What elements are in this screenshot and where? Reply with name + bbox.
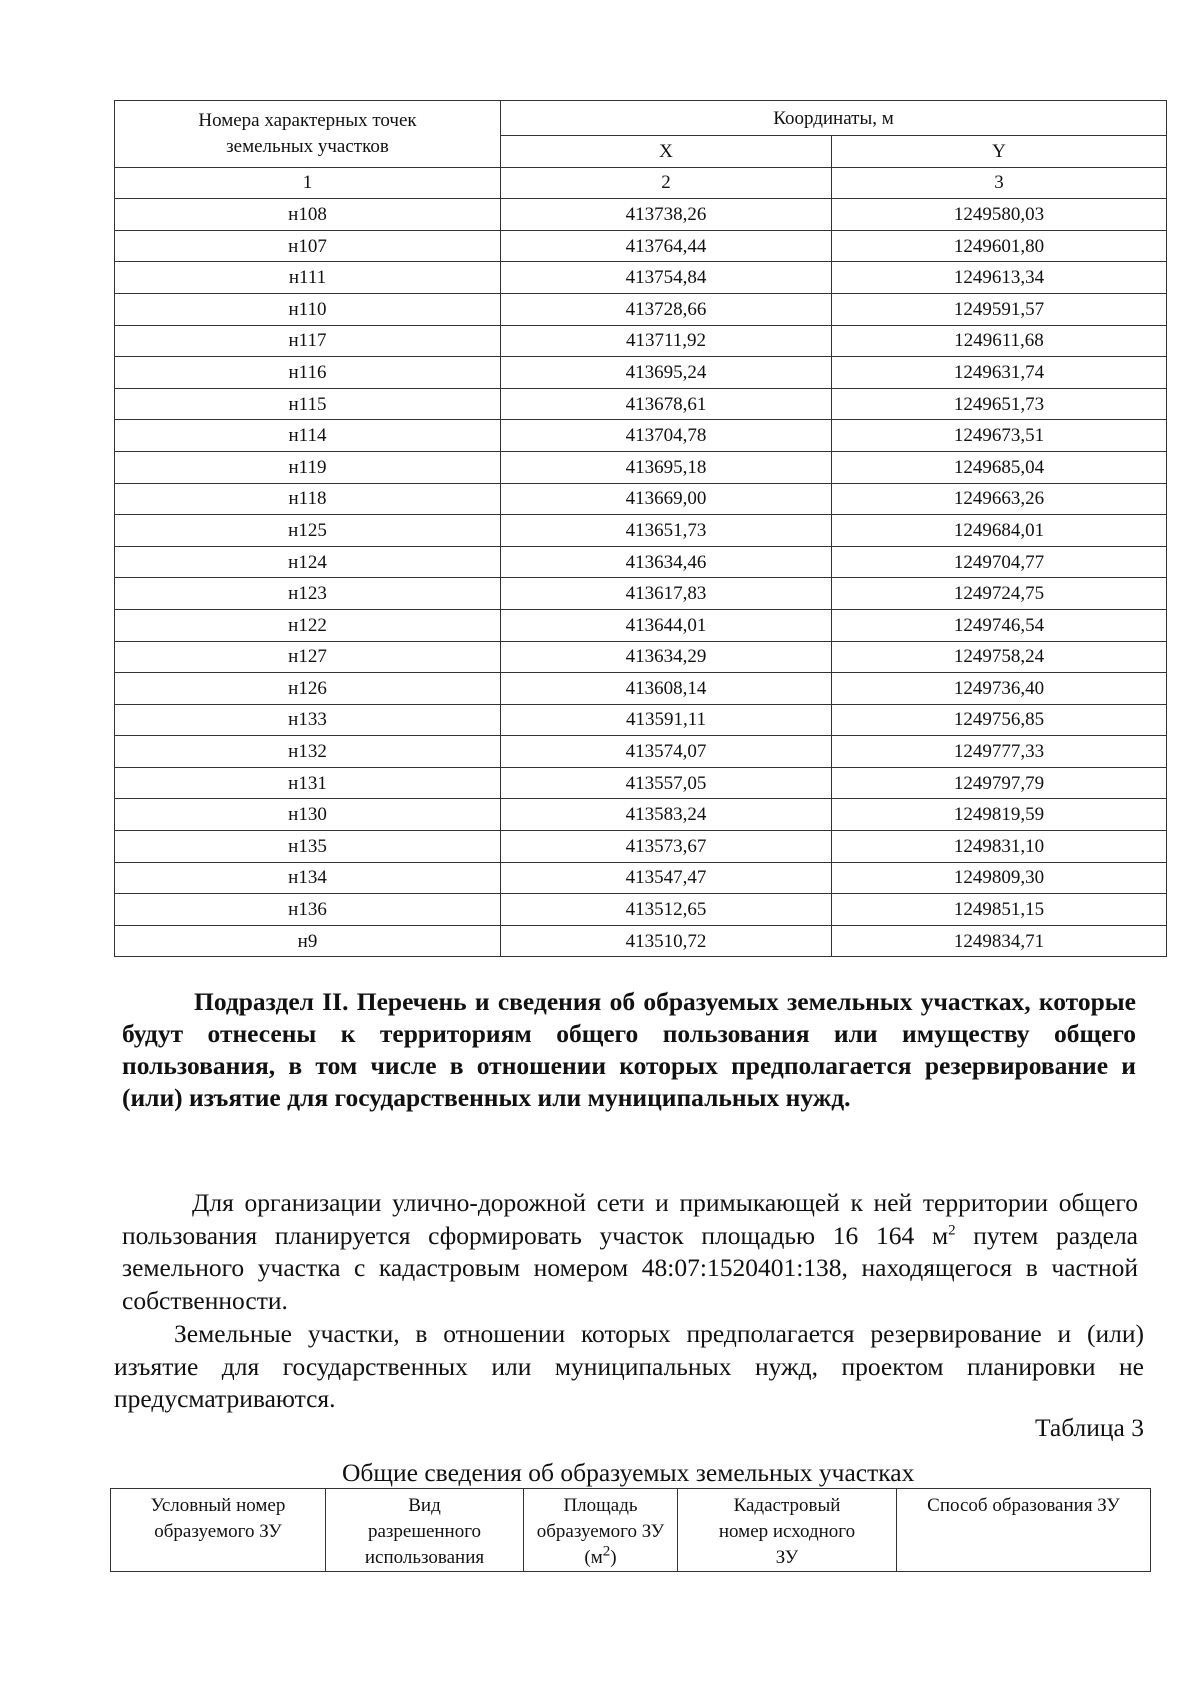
y-coordinate-cell: 1249809,30 [832, 862, 1167, 894]
table-row [115, 451, 1167, 483]
table-number-label: Таблица 3 [1034, 1413, 1144, 1442]
area-unit-superscript: 2 [948, 1222, 956, 1238]
point-number-cell: н135 [115, 831, 501, 863]
table-row [115, 799, 1167, 831]
x-coordinate-cell: 413711,92 [501, 325, 832, 357]
coordinates-table [114, 100, 1167, 957]
summary-table [110, 1488, 1151, 1572]
y-coordinate-cell: 1249724,75 [832, 578, 1167, 610]
y-coordinate-cell: 1249580,03 [832, 199, 1167, 231]
header-permitted-use-text: Вид разрешенного использования [364, 1495, 485, 1568]
y-coordinate-cell: 1249591,57 [832, 293, 1167, 325]
table-row [115, 388, 1167, 420]
header-area-text-end: ) [610, 1547, 617, 1568]
table-row [115, 262, 1167, 294]
table-row [115, 420, 1167, 452]
point-number-cell: н133 [115, 704, 501, 736]
x-coordinate-cell: 413573,67 [501, 831, 832, 863]
points-column-header [115, 101, 501, 168]
point-number-cell: н136 [115, 894, 501, 926]
point-number-cell: н122 [115, 609, 501, 641]
y-coordinate-cell: 1249777,33 [832, 736, 1167, 768]
header-conditional-number [111, 1489, 326, 1572]
points-column-header-text: Номера характерных точек земельных участков [198, 109, 417, 157]
table-row [115, 325, 1167, 357]
x-coordinate-cell: 413695,24 [501, 357, 832, 389]
y-coordinate-cell: 1249663,26 [832, 483, 1167, 515]
point-number-cell: н108 [115, 199, 501, 231]
x-coordinate-cell: 413704,78 [501, 420, 832, 452]
x-coordinate-cell: 413608,14 [501, 673, 832, 705]
table-row [115, 230, 1167, 262]
header-formation-method [897, 1489, 1151, 1572]
x-coordinate-cell: 413644,01 [501, 609, 832, 641]
table-row [115, 515, 1167, 547]
y-coordinate-cell: 1249651,73 [832, 388, 1167, 420]
x-coordinate-cell: 413557,05 [501, 767, 832, 799]
y-coordinate-cell: 1249601,80 [832, 230, 1167, 262]
x-coordinate-cell: 413547,47 [501, 862, 832, 894]
x-coordinate-cell: 413695,18 [501, 451, 832, 483]
x-coordinate-cell: 413512,65 [501, 894, 832, 926]
table-row [115, 894, 1167, 926]
y-coordinate-cell: 1249631,74 [832, 357, 1167, 389]
table-caption: Общие сведения об образуемых земельных участках [342, 1458, 915, 1487]
table-row [115, 767, 1167, 799]
column-number-2: 2 [501, 167, 832, 199]
table-row [115, 578, 1167, 610]
point-number-cell: н127 [115, 641, 501, 673]
table-row [115, 862, 1167, 894]
header-formation-method-text: Способ образования ЗУ [927, 1495, 1120, 1516]
x-coordinate-cell: 413728,66 [501, 293, 832, 325]
table-row [115, 357, 1167, 389]
table-row [115, 609, 1167, 641]
point-number-cell: н130 [115, 799, 501, 831]
header-source-cadastral-number [678, 1489, 897, 1572]
header-permitted-use [326, 1489, 524, 1572]
header-area-text: Площадь образуемого ЗУ (м [536, 1495, 665, 1568]
header-area-superscript: 2 [602, 1543, 611, 1560]
point-number-cell: н117 [115, 325, 501, 357]
coords-header-row [115, 101, 1167, 136]
point-number-cell: н118 [115, 483, 501, 515]
x-coordinate-cell: 413634,46 [501, 546, 832, 578]
paragraph-street-network-text: Для организации улично-дорожной сети и примыкающей к ней территории общего пользования планируется сформировать участок площадью 16 164 м [122, 1188, 1138, 1250]
paragraph-street-network-text-end: путем раздела земельного участка с кадастровым номером 48:07:1520401:138, находящегося в частной собственности. [122, 1220, 1138, 1315]
y-coordinate-cell: 1249831,10 [832, 831, 1167, 863]
y-column-header: Y [832, 136, 1167, 168]
y-coordinate-cell: 1249758,24 [832, 641, 1167, 673]
y-coordinate-cell: 1249746,54 [832, 609, 1167, 641]
coordinates-group-header: Координаты, м [501, 101, 1167, 136]
point-number-cell: н116 [115, 357, 501, 389]
point-number-cell: н107 [115, 230, 501, 262]
point-number-cell: н110 [115, 293, 501, 325]
table-row [115, 546, 1167, 578]
y-coordinate-cell: 1249736,40 [832, 673, 1167, 705]
table-row [115, 199, 1167, 231]
point-number-cell: н134 [115, 862, 501, 894]
x-coordinate-cell: 413669,00 [501, 483, 832, 515]
y-coordinate-cell: 1249704,77 [832, 546, 1167, 578]
point-number-cell: н123 [115, 578, 501, 610]
x-coordinate-cell: 413754,84 [501, 262, 832, 294]
subsection-heading: Подраздел II. Перечень и сведения об образуемых земельных участках, которые будут отнесены к территориям общего пользования или имуществу общего пользования, в том числе в отношении которых предполагается резервирование и (или) изъятие для государственных или муниципальных нужд. [122, 987, 1136, 1112]
y-coordinate-cell: 1249819,59 [832, 799, 1167, 831]
point-number-cell: н124 [115, 546, 501, 578]
x-coordinate-cell: 413510,72 [501, 925, 832, 957]
header-conditional-number-text: Условный номер образуемого ЗУ [150, 1495, 286, 1542]
y-coordinate-cell: 1249834,71 [832, 925, 1167, 957]
table-row [115, 673, 1167, 705]
y-coordinate-cell: 1249673,51 [832, 420, 1167, 452]
point-number-cell: н115 [115, 388, 501, 420]
x-coordinate-cell: 413617,83 [501, 578, 832, 610]
column-number-3: 3 [832, 167, 1167, 199]
table-row [115, 831, 1167, 863]
header-area [524, 1489, 678, 1572]
header-source-cadastral-number-text: Кадастровый номер исходного ЗУ [718, 1495, 856, 1568]
x-coordinate-cell: 413764,44 [501, 230, 832, 262]
point-number-cell: н119 [115, 451, 501, 483]
paragraph-street-network [122, 1187, 1138, 1317]
column-number-row [115, 167, 1167, 199]
point-number-cell: н9 [115, 925, 501, 957]
x-coordinate-cell: 413651,73 [501, 515, 832, 547]
point-number-cell: н111 [115, 262, 501, 294]
summary-header-row [111, 1489, 1151, 1572]
y-coordinate-cell: 1249611,68 [832, 325, 1167, 357]
x-coordinate-cell: 413634,29 [501, 641, 832, 673]
table-row [115, 704, 1167, 736]
point-number-cell: н132 [115, 736, 501, 768]
y-coordinate-cell: 1249685,04 [832, 451, 1167, 483]
table-row [115, 483, 1167, 515]
y-coordinate-cell: 1249797,79 [832, 767, 1167, 799]
x-coordinate-cell: 413574,07 [501, 736, 832, 768]
paragraph-reservation: Земельные участки, в отношении которых предполагается резервирование и (или) изъятие для государственных или муниципальных нужд, проектом планировки не предусматриваются. [114, 1319, 1144, 1413]
x-coordinate-cell: 413678,61 [501, 388, 832, 420]
x-coordinate-cell: 413583,24 [501, 799, 832, 831]
y-coordinate-cell: 1249684,01 [832, 515, 1167, 547]
x-coordinate-cell: 413738,26 [501, 199, 832, 231]
table-row [115, 736, 1167, 768]
table-row [115, 925, 1167, 957]
table-row [115, 293, 1167, 325]
x-coordinate-cell: 413591,11 [501, 704, 832, 736]
point-number-cell: н131 [115, 767, 501, 799]
table-row [115, 641, 1167, 673]
y-coordinate-cell: 1249851,15 [832, 894, 1167, 926]
point-number-cell: н114 [115, 420, 501, 452]
point-number-cell: н125 [115, 515, 501, 547]
x-column-header: X [501, 136, 832, 168]
point-number-cell: н126 [115, 673, 501, 705]
column-number-1: 1 [115, 167, 501, 199]
y-coordinate-cell: 1249756,85 [832, 704, 1167, 736]
y-coordinate-cell: 1249613,34 [832, 262, 1167, 294]
